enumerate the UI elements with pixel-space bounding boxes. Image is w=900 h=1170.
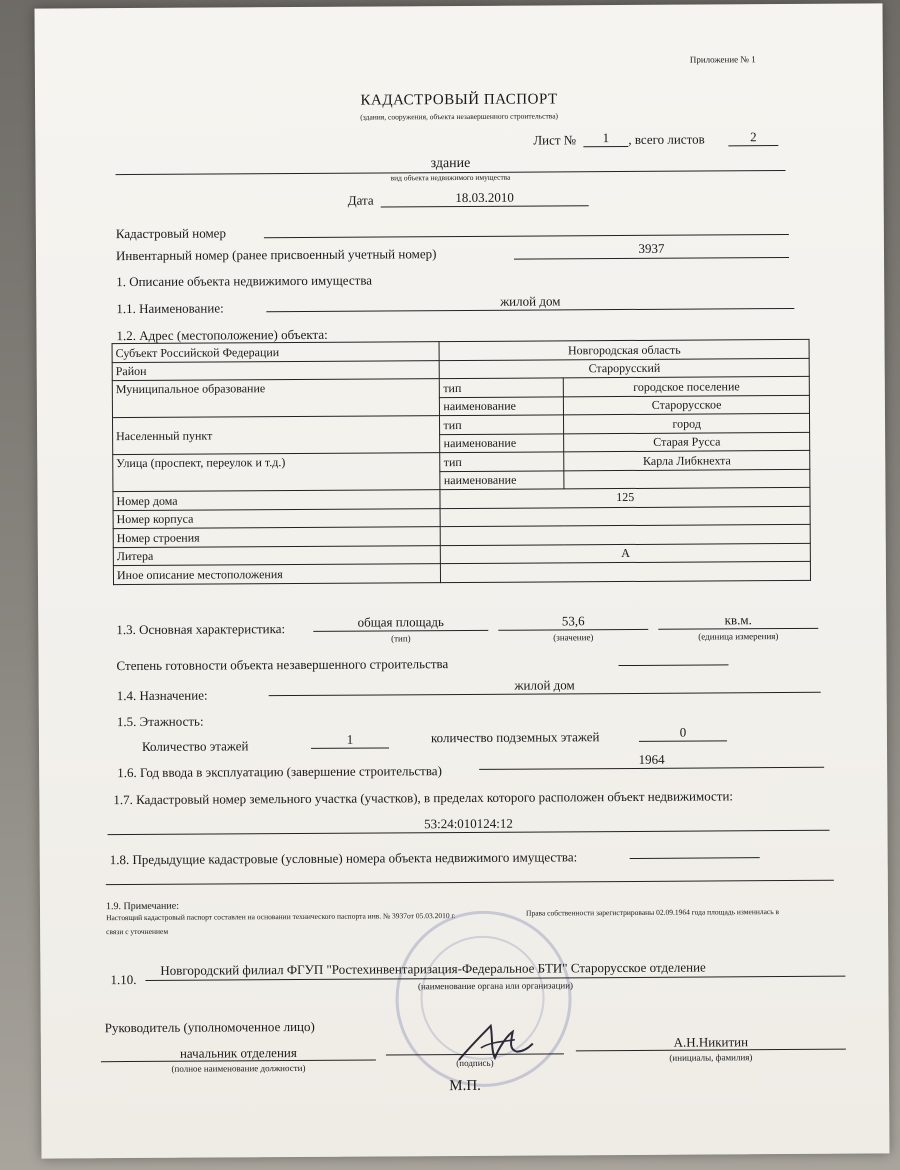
document-page bbox=[34, 3, 889, 1158]
land-value: 53:24:010124:12 bbox=[424, 815, 513, 832]
municipal-name-label: наименование bbox=[440, 396, 564, 415]
appendix-note: Приложение № 1 bbox=[689, 54, 756, 65]
main-char-type-caption: (тип) bbox=[391, 633, 411, 644]
street-type-value: Карла Либкнехта bbox=[564, 450, 810, 470]
inventory-value: 3937 bbox=[638, 240, 665, 256]
settlement-type-label: тип bbox=[440, 415, 564, 434]
note-text-b: Права собственности зарегистрированы 02.09.1964 года площадь изменилась в bbox=[526, 907, 780, 918]
street-name-value bbox=[564, 469, 810, 489]
org-caption: (наименование органа или организации) bbox=[417, 980, 574, 992]
subject-label: Субъект Российской Федерации bbox=[112, 342, 440, 363]
street-type-label: тип bbox=[440, 452, 564, 471]
address-label: 1.2. Адрес (местоположение) объекта: bbox=[116, 326, 328, 344]
org-value: Новгородский филиал ФГУП "Ростехинвентаризация-Федеральное БТИ" Старорусское отделение bbox=[160, 959, 706, 978]
letter-value: А bbox=[441, 543, 811, 564]
municipal-label: Муниципальное образование bbox=[112, 379, 440, 418]
land-label: 1.7. Кадастровый номер земельного участка (участков), в пределах которого расположен объект недвижимости: bbox=[113, 788, 734, 808]
readiness-label: Степень готовности объекта незавершенного строительства bbox=[116, 656, 449, 674]
settlement-type-value: город bbox=[564, 413, 810, 433]
sheet-total: 2 bbox=[749, 129, 757, 145]
house-value: 125 bbox=[440, 487, 810, 508]
building-label: Номер корпуса bbox=[113, 508, 441, 529]
person-value: А.Н.Никитин bbox=[673, 1034, 749, 1050]
settlement-label: Населенный пункт bbox=[112, 416, 440, 455]
sheet-label: Лист № bbox=[533, 132, 577, 148]
main-char-unit-caption: (единица измерения) bbox=[698, 631, 779, 642]
street-name-label: наименование bbox=[440, 470, 564, 489]
org-label: 1.10. bbox=[110, 971, 137, 988]
district-label: Район bbox=[112, 360, 440, 381]
note-text-a: Настоящий кадастровый паспорт составлен на основании технического паспорта инв. № 3937от 05.03.2010 г. bbox=[106, 911, 456, 923]
municipal-type-value: городское поселение bbox=[564, 376, 810, 396]
seal-place: М.П. bbox=[449, 1077, 481, 1095]
sheet-number: 1 bbox=[602, 130, 610, 146]
head-label: Руководитель (уполномоченное лицо) bbox=[104, 1018, 315, 1036]
structure-label: Номер строения bbox=[113, 527, 441, 548]
floors-label: 1.5. Этажность: bbox=[116, 713, 204, 730]
note-text-c: связи с уточнением bbox=[106, 926, 169, 937]
inventory-label: Инвентарный номер (ранее присвоенный учетный номер) bbox=[115, 246, 437, 264]
main-char-type: общая площадь bbox=[357, 614, 444, 630]
purpose-value: жилой дом bbox=[514, 677, 575, 693]
page-subtitle: (здания, сооружения, объекта незавершенного строительства) bbox=[360, 111, 559, 122]
previous-label: 1.8. Предыдущие кадастровые (условные) номера объекта недвижимого имущества: bbox=[109, 849, 578, 868]
floors-count-label: Количество этажей bbox=[141, 738, 249, 754]
building-value bbox=[441, 506, 811, 527]
date-label: Дата bbox=[347, 192, 374, 208]
purpose-label: 1.4. Назначение: bbox=[116, 687, 208, 704]
name-value: жилой дом bbox=[500, 293, 561, 309]
main-char-value-caption: (значение) bbox=[553, 632, 594, 643]
sheet-total-label: , всего листов bbox=[628, 131, 705, 147]
signature-caption: (подпись) bbox=[456, 1057, 494, 1069]
municipal-type-label: тип bbox=[440, 378, 564, 397]
main-char-unit: кв.м. bbox=[724, 612, 752, 628]
person-caption: (инициалы, фамилия) bbox=[669, 1052, 753, 1063]
name-label: 1.1. Наименование: bbox=[116, 300, 224, 317]
district-value: Старорусский bbox=[440, 358, 810, 379]
position-caption: (полное наименование должности) bbox=[171, 1062, 306, 1074]
note-label: 1.9. Примечание: bbox=[105, 900, 179, 913]
street-label: Улица (проспект, переулок и т.д.) bbox=[113, 453, 441, 492]
subject-value: Новгородская область bbox=[440, 339, 810, 360]
structure-value bbox=[441, 524, 811, 545]
table-row bbox=[113, 561, 810, 584]
house-label: Номер дома bbox=[113, 490, 441, 511]
address-table bbox=[112, 339, 811, 585]
floors-count: 1 bbox=[346, 731, 354, 747]
municipal-name-value: Старорусское bbox=[564, 395, 810, 415]
other-value bbox=[441, 561, 811, 582]
date-value: 18.03.2010 bbox=[455, 189, 514, 206]
year-label: 1.6. Год ввода в эксплуатацию (завершение строительства) bbox=[117, 763, 442, 781]
section-1-heading: 1. Описание объекта недвижимого имущества bbox=[116, 272, 373, 290]
underground-count: 0 bbox=[679, 724, 687, 740]
object-kind-value: здание bbox=[430, 155, 471, 172]
object-kind-caption: вид объекта недвижимого имущества bbox=[390, 172, 511, 183]
main-char-label: 1.3. Основная характеристика: bbox=[116, 621, 286, 638]
letter-label: Литера bbox=[113, 545, 441, 566]
settlement-name-value: Старая Русса bbox=[564, 432, 810, 452]
year-value: 1964 bbox=[638, 751, 665, 767]
cadastral-number-label: Кадастровый номер bbox=[115, 225, 226, 242]
position-value: начальник отделения bbox=[179, 1045, 297, 1061]
underground-label: количество подземных этажей bbox=[430, 729, 600, 746]
other-label: Иное описание местоположения bbox=[113, 564, 441, 585]
page-title: КАДАСТРОВЫЙ ПАСПОРТ bbox=[360, 91, 558, 109]
main-char-value: 53,6 bbox=[561, 613, 585, 629]
settlement-name-label: наименование bbox=[440, 433, 564, 452]
